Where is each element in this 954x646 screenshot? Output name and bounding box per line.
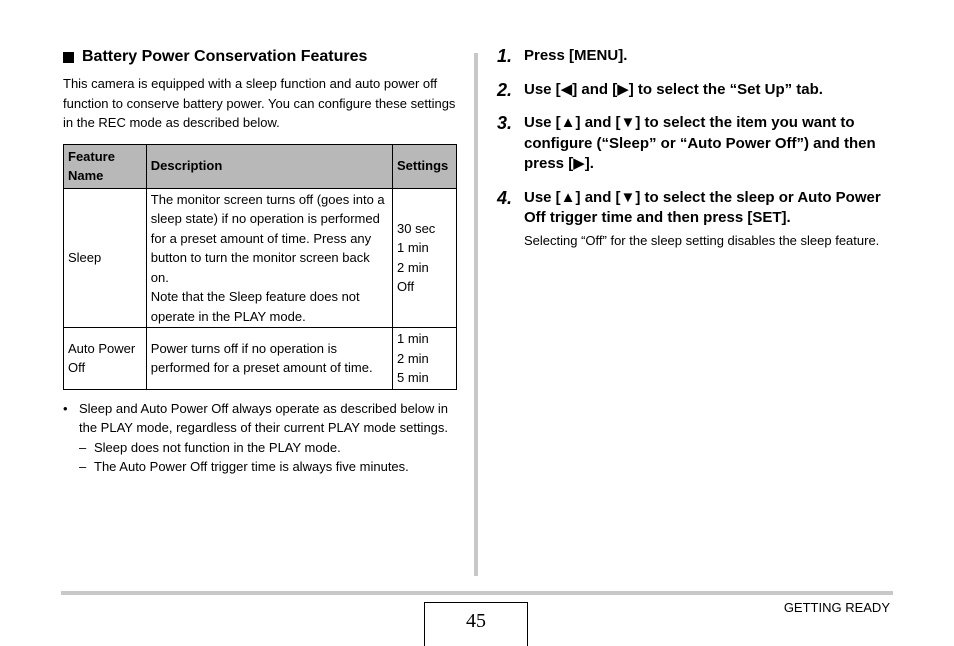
header-feature-name: Feature Name xyxy=(64,144,147,188)
bullet-item xyxy=(63,399,457,438)
features-table xyxy=(63,144,457,390)
setting-option: 2 min xyxy=(397,350,429,366)
setting-option: 30 sec xyxy=(397,220,436,236)
step-number: 1. xyxy=(497,46,513,66)
step-item xyxy=(497,113,897,175)
step-note: Selecting “Off” for the sleep setting disables the sleep feature. xyxy=(524,232,880,248)
dash-item xyxy=(63,457,457,477)
footer-rule xyxy=(61,591,893,595)
setting-option: 1 min xyxy=(397,331,429,346)
header-settings: Settings xyxy=(393,144,457,188)
section-label: GETTING READY xyxy=(783,600,890,615)
intro-paragraph: This camera is equipped with a sleep function and auto power off function to conserve battery power. You can configure these settings in the REC mode as described below. xyxy=(63,76,456,130)
section-heading-text: Battery Power Conservation Features xyxy=(82,48,368,65)
step-item xyxy=(497,46,897,67)
description-note: Note that the Sleep feature does not operate in the PLAY mode. xyxy=(150,289,360,324)
dash-text: Sleep does not function in the PLAY mode. xyxy=(94,439,341,455)
table-row xyxy=(64,188,457,328)
bullet-dot-icon: • xyxy=(63,400,68,416)
step-item xyxy=(497,80,897,101)
column-divider xyxy=(474,53,478,576)
feature-cell: Auto Power Off xyxy=(64,328,147,390)
table-header-row xyxy=(64,144,457,188)
settings-cell xyxy=(393,188,457,328)
dash-icon: – xyxy=(79,439,87,455)
step-number: 3. xyxy=(497,113,513,133)
description-text: The monitor screen turns off (goes into a sleep state) if no operation is performed for a preset amount of time. Press any button to turn the monitor screen back on. xyxy=(150,191,385,285)
header-description: Description xyxy=(146,144,392,188)
step-text: Press [MENU]. xyxy=(524,47,628,64)
step-text: Use [▲] and [▼] to select the item you want to configure (“Sleep” or “Auto Power Off”) and then press [▶]. xyxy=(524,114,876,172)
notes xyxy=(63,399,457,477)
step-number: 4. xyxy=(497,187,513,208)
left-column xyxy=(63,48,457,477)
description-text: Power turns off if no operation is performed for a preset amount of time. xyxy=(150,340,373,376)
dash-item xyxy=(63,438,457,458)
section-heading xyxy=(63,48,457,66)
square-bullet-icon xyxy=(63,52,74,63)
setting-option: 1 min xyxy=(397,240,429,256)
feature-cell: Sleep xyxy=(64,188,147,328)
setting-option: 2 min xyxy=(397,259,429,275)
description-cell xyxy=(146,328,392,390)
settings-cell xyxy=(393,328,457,390)
dash-text: The Auto Power Off trigger time is always five minutes. xyxy=(94,459,409,474)
step-text: Use [◀] and [▶] to select the “Set Up” tab. xyxy=(524,80,823,98)
table-row xyxy=(64,328,457,390)
bullet-text: Sleep and Auto Power Off always operate as described below in the PLAY mode, regardless of their current PLAY mode settings. xyxy=(79,400,449,435)
step-number: 2. xyxy=(497,79,513,100)
setting-option: Off xyxy=(397,279,415,295)
dash-icon: – xyxy=(79,459,87,474)
step-text: Use [▲] and [▼] to select the sleep or Auto Power Off trigger time and then press [SET]. xyxy=(524,188,881,226)
step-item xyxy=(497,188,897,251)
description-cell xyxy=(146,188,392,328)
setting-option: 5 min xyxy=(397,370,429,385)
page-number: 45 xyxy=(424,602,528,646)
right-column-steps xyxy=(497,46,897,263)
